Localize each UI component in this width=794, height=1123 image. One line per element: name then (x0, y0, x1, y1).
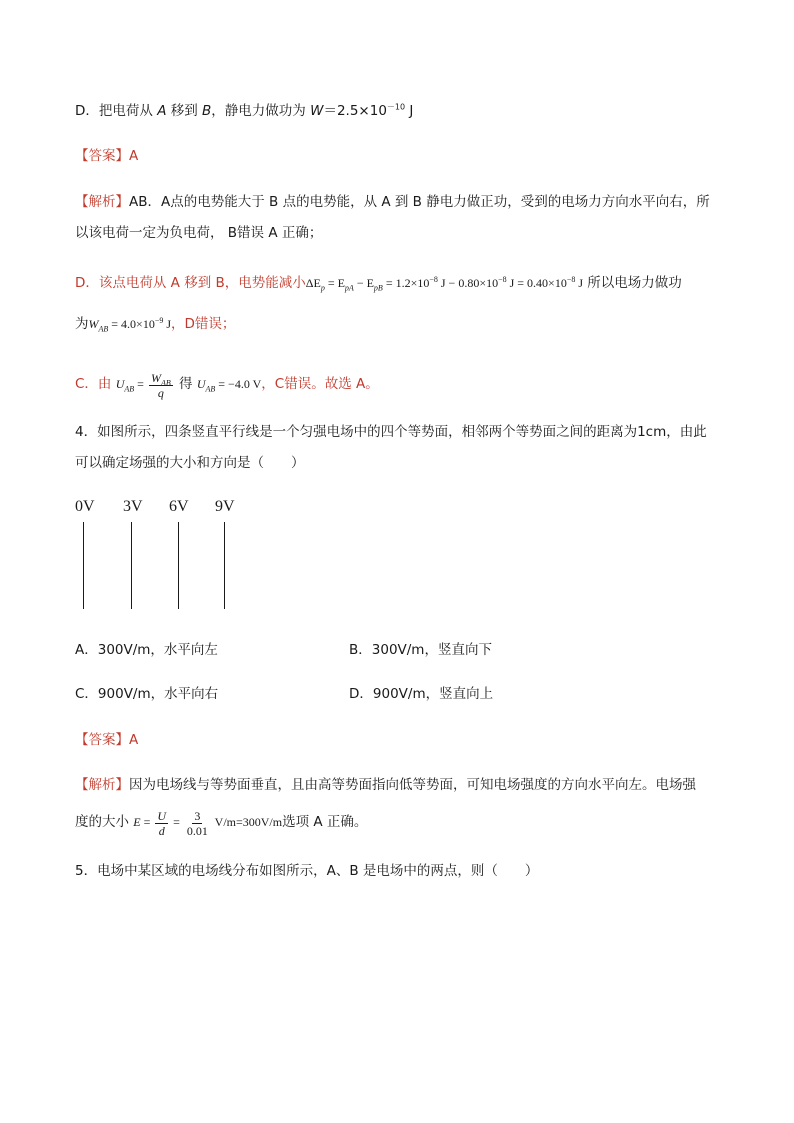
q3-analysis-line-4: 为$W_{AB} = 4.0\times 10^{-9}$ J，D错误； (75, 316, 236, 334)
q4-option-d: D．900V/m，竖直向上 (349, 686, 494, 702)
q3-answer: 【答案】A (75, 148, 139, 164)
q3-analysis-line-2: 以该电荷一定为负电荷， B错误 A 正确； (75, 225, 323, 241)
q4-option-b: B．300V/m，竖直向下 (349, 642, 492, 658)
fraction-u-over-d: $\frac{U}{d}$ (157, 808, 167, 838)
q5-stem: 5．电场中某区域的电场线分布如图所示，A、B 是电场中的两点，则（ ） (75, 863, 539, 879)
label-0v: 0V (75, 498, 95, 515)
equipotential-line-9v (224, 522, 225, 609)
q4-option-a: A．300V/m，水平向左 (75, 642, 218, 658)
label-6v: 6V (169, 498, 189, 515)
label-3v: 3V (123, 498, 143, 515)
q3-analysis-line-3: D．该点电荷从 A 移到 B，电势能减小$\Delta E_p = E_{pA} - E_{pB} = 1.2\times 10^{-8}$ $J - 0.80\times 10^{-8}$ $J = 0.40\times 10^{-8}$ J 所以电场力做功 (75, 275, 682, 293)
equipotential-diagram (70, 498, 270, 613)
q3-analysis-line-5: C．由 $U_{AB}$ = $\frac{W_{AB}}{q}$ 得 $U_{AB} = -4.0$ V，C错误。故选 A。 (75, 370, 379, 400)
q3-option-d: D．把电荷从 A 移到 B，静电力做功为 $W=2.5\times 10^{-10}$ J (75, 102, 414, 119)
q4-stem-line-1: 4．如图所示，四条竖直平行线是一个匀强电场中的四个等势面，相邻两个等势面之间的距离为1cm，由此 (75, 424, 707, 440)
q4-answer: 【答案】A (75, 732, 139, 748)
q4-stem-line-2: 可以确定场强的大小和方向是（ ） (75, 455, 305, 471)
label-9v: 9V (215, 498, 235, 515)
equipotential-line-3v (131, 522, 132, 609)
q3-analysis-line-1: 【解析】AB．A点的电势能大于 B 点的电势能，从 A 到 B 静电力做正功，受到的电场力方向水平向右，所 (75, 194, 710, 210)
equipotential-line-0v (83, 522, 84, 609)
q4-option-c: C．900V/m，水平向右 (75, 686, 219, 702)
q4-analysis-line-2: 度的大小 E = $\frac{U}{d}$ = $\frac{3}{0.01}$ V/m=300V/m选项 A 正确。 (75, 808, 368, 838)
fraction-3-over-001: $\frac{3}{0.01}$ (186, 808, 208, 838)
q4-analysis-line-1: 【解析】因为电场线与等势面垂直，且由高等势面指向低等势面，可知电场强度的方向水平向左。电场强 (75, 777, 696, 793)
fraction-wab-over-q: $\frac{W_{AB}}{q}$ (150, 370, 171, 400)
equipotential-line-6v (178, 522, 179, 609)
